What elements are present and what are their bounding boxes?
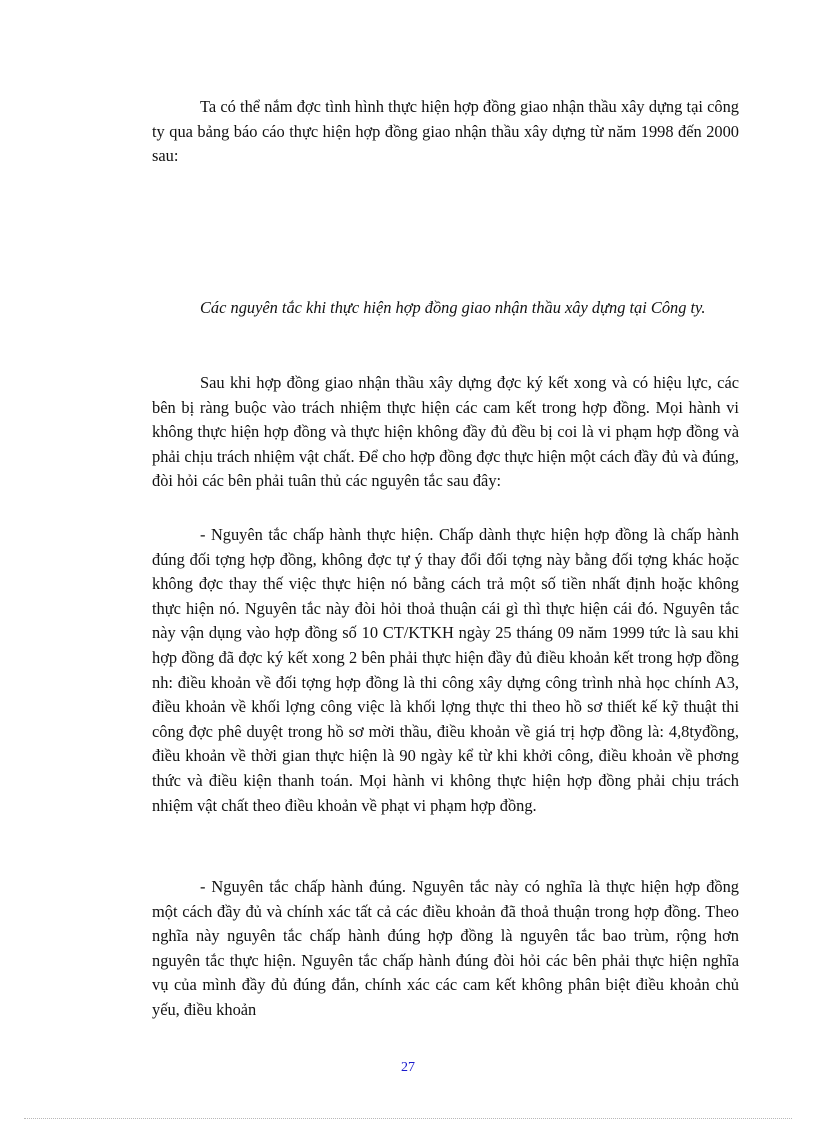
intro-paragraph: Ta có thể nắm đợc tình hình thực hiện hợp đồng giao nhận thầu xây dựng tại công ty qua bảng báo cáo thực hiện hợp đồng giao nhận thầu xây dựng từ năm 1998 đến 2000 sau: (152, 97, 739, 166)
section-heading: Các nguyên tắc khi thực hiện hợp đồng giao nhận thầu xây dựng tại Công ty. (200, 298, 706, 317)
page-number: 27 (401, 1060, 415, 1075)
principle-execution-paragraph: - Nguyên tắc chấp hành thực hiện. Chấp dành thực hiện hợp đồng là chấp hành đúng đối tợng hợp đồng, không đợc tự ý thay đổi đối tợng này bằng đối tợng khác hoặc không đợc thay thế việc thực hiện nó bằng cách trả một số tiền nhất định hoặc không thực hiện nó. Nguyên tắc này đòi hỏi thoả thuận cái gì thì thực hiện cái đó. Nguyên tắc này vận dụng vào hợp đồng số 10 CT/KTKH ngày 25 tháng 09 năm 1999 tức là sau khi hợp đồng đã đợc ký kết xong 2 bên phải thực hiện đầy đủ điều khoản kết trong hợp đồng nh: điều khoản về đối tợng hợp đồng là thi công xây dựng công trình nhà học chính A3, điều khoản về khối lợng công việc là khối lợng thực thi theo hồ sơ thiết kế kỹ thuật thi công đợc phê duyệt trong hồ sơ mời thầu, điều khoản về giá trị hợp đồng là: 4,8tyđồng, điều khoản về thời gian thực hiện là 90 ngày kể từ khi khởi công, điều khoản về phơng thức và điều kiện thanh toán. Mọi hành vi không thực hiện hợp đồng phải chịu trách nhiệm vật chất theo điều khoản về phạt vi phạm hợp đồng. (152, 525, 739, 815)
principle-correct-paragraph: - Nguyên tắc chấp hành đúng. Nguyên tắc này có nghĩa là thực hiện hợp đồng một cách đầy đủ và chính xác tất cả các điều khoản đã thoả thuận trong hợp đồng. Theo nghĩa này nguyên tắc chấp hành đúng hợp đồng là nguyên tắc bao trùm, rộng hơn nguyên tắc thực hiện. Nguyên tắc chấp hành đúng đòi hỏi các bên phải thực hiện nghĩa vụ của mình đầy đủ đúng đắn, chính xác các cam kết không phân biệt điều khoản chủ yếu, điều khoản (152, 877, 739, 1019)
paragraph-obligations: Sau khi hợp đồng giao nhận thầu xây dựng đợc ký kết xong và có hiệu lực, các bên bị ràng buộc vào trách nhiệm thực hiện các cam kết trong hợp đồng. Mọi hành vi không thực hiện hợp đồng và thực hiện không đầy đủ đều bị coi là vi phạm hợp đồng và phải chịu trách nhiệm vật chất. Để cho hợp đồng đợc thực hiện một cách đầy đủ và đúng, đòi hỏi các bên phải tuân thủ các nguyên tắc sau đây: (152, 373, 739, 491)
page-bottom-divider (24, 1118, 792, 1119)
